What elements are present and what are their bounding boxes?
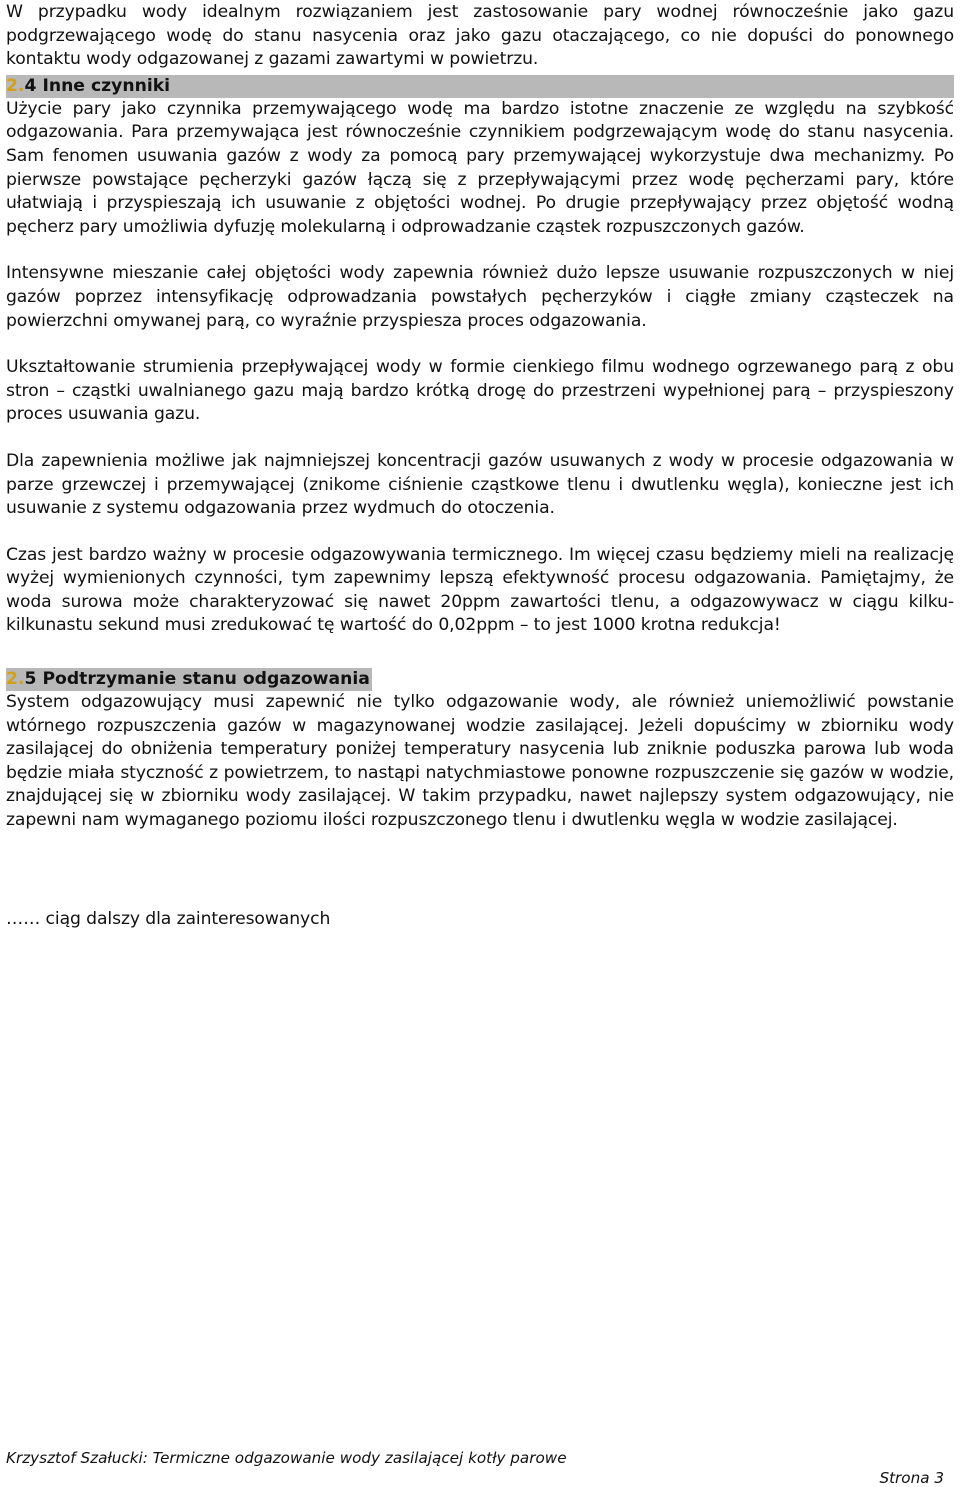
paragraph-gas-removal: Dla zapewnienia możliwe jak najmniejszej koncentracji gazów usuwanych z wody w procesie odgazowania w parze grzewczej i przemywającej (znikome ciśnienie cząstkowe tlenu i dwutlenku węgla), konieczne jest ich usuwanie z systemu odgazowania przez wydmuch do otoczenia. [6, 450, 954, 519]
paragraph-steam-mechanisms: Użycie pary jako czynnika przemywającego wodę ma bardzo istotne znaczenie ze względu na szybkość odgazowania. Para przemywająca jest równocześnie czynnikiem podgrzewającym wodę do stanu nasycenia. Sam fenomen usuwania gazów z wody za pomocą pary przemywającej wykorzystuje dwa mechanizmy. Po pierwsze powstające pęcherzyki gazów łączą się z przepływającymi przez wodę pęcherzami pary, które ułatwiają i przyspieszają ich usuwanie z objętości wodnej. Po drugie przepływający przez objętość wodną pęcherz pary umożliwia dyfuzję molekularną i odprowadzanie cząstek rozpuszczonych gazów. [6, 98, 954, 237]
section-title: 5 Podtrzymanie stanu odgazowania [24, 669, 370, 690]
paragraph-steam-intro: W przypadku wody idealnym rozwiązaniem jest zastosowanie pary wodnej równocześnie jako gazu podgrzewającego wodę do stanu nasycenia oraz jako gazu otaczającego, co nie dopuści do ponownego kontaktu wody odgazowanej z gazami zawartymi w powietrzu. [6, 2, 954, 70]
paragraph-mixing: Intensywne mieszanie całej objętości wody zapewnia również dużo lepsze usuwanie rozpuszczonych w niej gazów poprzez intensyfikację odprowadzania powstałych pęcherzyków i ciągłe zmiany cząsteczek na powierzchni omywanej parą, co wyraźnie przyspiesza proces odgazowania. [6, 263, 954, 331]
continuation-note: …… ciąg dalszy dla zainteresowanych [6, 908, 331, 929]
section-number: 2. [6, 669, 25, 690]
paragraph-maintaining-degassing: System odgazowujący musi zapewnić nie tylko odgazowanie wody, ale również uniemożliwić powstanie wtórnego rozpuszczenia gazów w magazynowanej wodzie zasilającej. Jeżeli dopuścimy w zbiorniku wody zasilającej do obniżenia temperatury poniżej temperatury nasycenia lub zniknie poduszka parowa lub woda będzie miała styczność z powietrzem, to nastąpi natychmiastowe ponowne rozpuszczenie się gazów w wodzie, znajdującej się w zbiorniku wody zasilającej. W takim przypadku, nawet najlepszy system odgazowujący, nie zapewni nam wymaganego poziomu ilości rozpuszczonego tlenu i dwutlenku węgla w wodzie zasilającej. [6, 692, 954, 831]
document-page [6, 0, 954, 931]
footer-author-title: Krzysztof Szałucki: Termiczne odgazowanie wody zasilającej kotły parowe [6, 1449, 567, 1467]
section-heading-2-5 [6, 668, 954, 691]
footer-page-number: Strona 3 [879, 1469, 944, 1487]
paragraph-time: Czas jest bardzo ważny w procesie odgazowywania termicznego. Im więcej czasu będziemy mieli na realizację wyżej wymienionych czynności, tym zapewnimy lepszą efektywność procesu odgazowania. Pamiętajmy, że woda surowa może charakteryzować się nawet 20ppm zawartości tlenu, a odgazowywacz w ciągu kilku-kilkunastu sekund musi zredukować tę wartość do 0,02ppm – to jest 1000 krotna redukcja! [6, 544, 954, 636]
section-title: 4 Inne czynniki [24, 75, 171, 96]
section-heading-2-4 [6, 75, 954, 98]
paragraph-thin-film: Ukształtowanie strumienia przepływającej wody w formie cienkiego filmu wodnego ogrzewanego parą z obu stron – cząstki uwalnianego gazu mają bardzo krótką drogę do przestrzeni wypełnionej parą – przyspieszony proces usuwania gazu. [6, 357, 954, 425]
section-number: 2. [6, 75, 25, 96]
